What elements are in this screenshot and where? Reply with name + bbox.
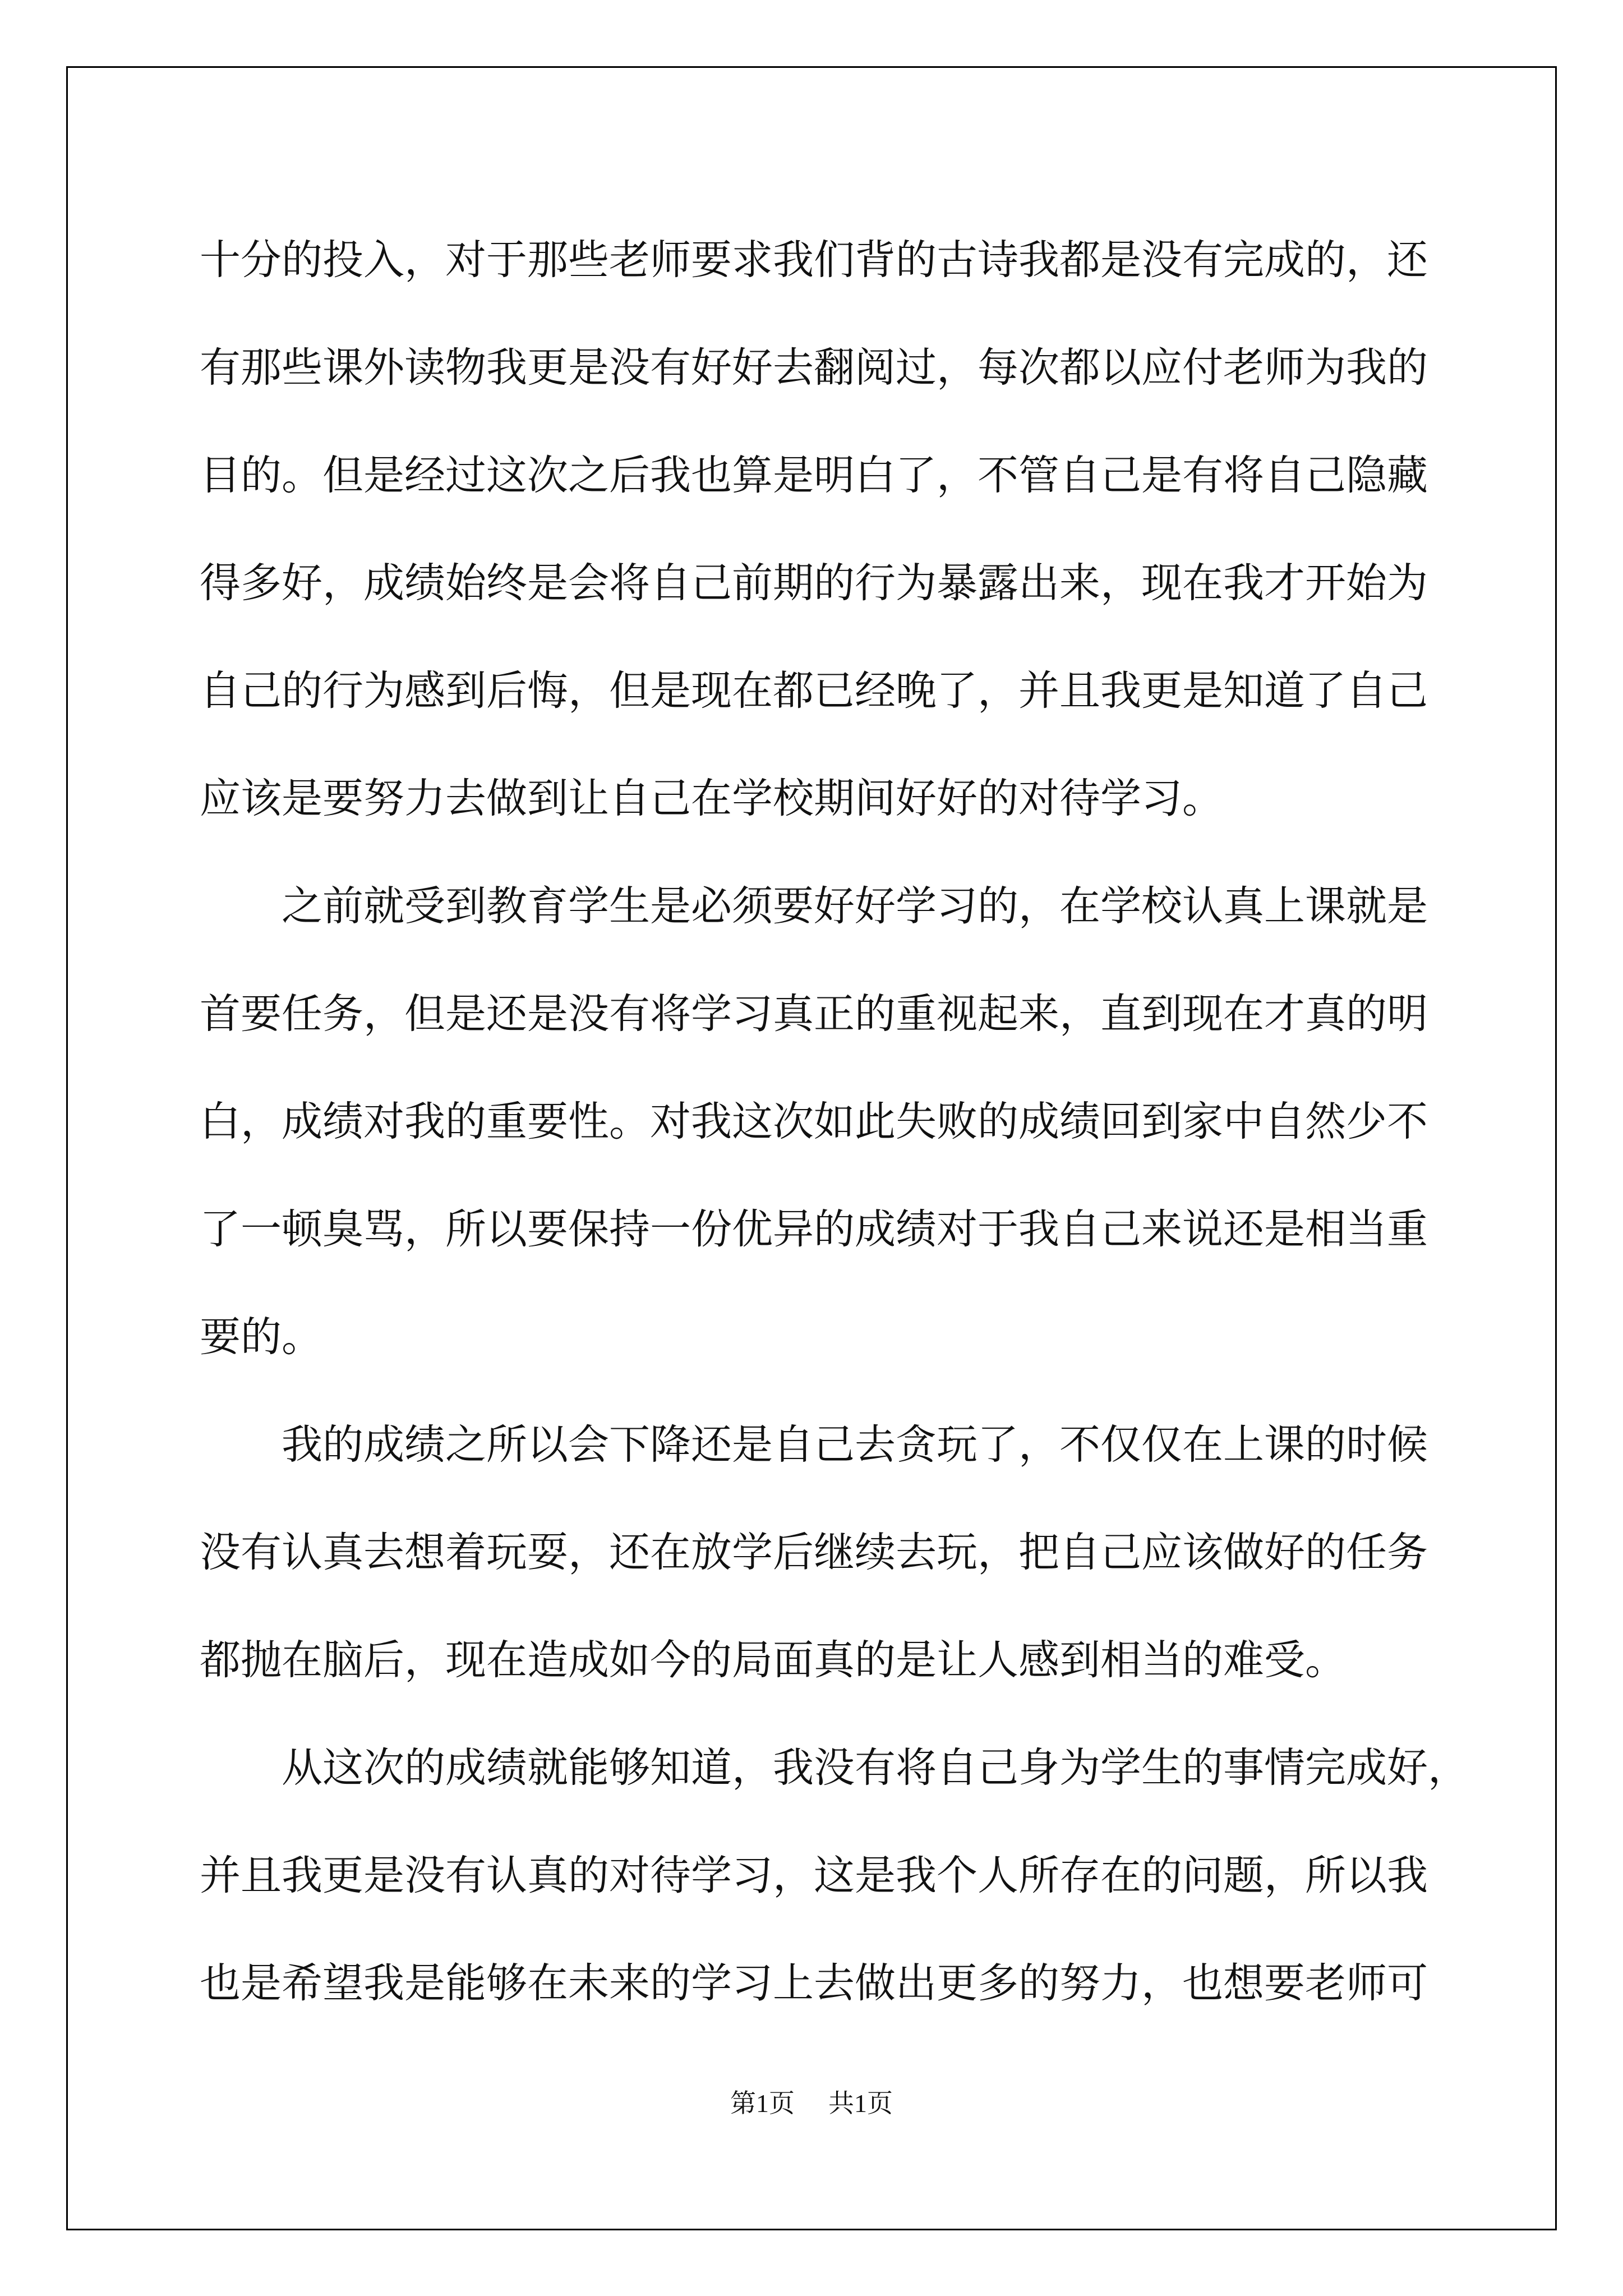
text-line: 从这次的成绩就能够知道，我没有将自己身为学生的事情完成好，	[200, 1744, 1469, 1792]
text-line: 得多好，成绩始终是会将自己前期的行为暴露出来，现在我才开始为	[200, 559, 1428, 607]
paragraph	[200, 206, 1428, 853]
page-footer	[0, 2087, 1623, 2120]
text-line: 之前就受到教育学生是必须要好好学习的，在学校认真上课就是	[200, 882, 1428, 930]
document-body	[200, 206, 1469, 2037]
page-total: 共1页	[828, 2089, 893, 2118]
text-line: 白，成绩对我的重要性。对我这次如此失败的成绩回到家中自然少不	[200, 1098, 1428, 1145]
paragraph	[200, 1391, 1428, 1714]
text-line: 有那些课外读物我更是没有好好去翻阅过，每次都以应付老师为我的	[200, 344, 1428, 392]
text-line: 自己的行为感到后悔，但是现在都已经晚了，并且我更是知道了自己	[200, 667, 1428, 715]
text-line: 也是希望我是能够在未来的学习上去做出更多的努力，也想要老师可	[200, 1959, 1428, 2007]
text-line: 目的。但是经过这次之后我也算是明白了，不管自己是有将自己隐藏	[200, 452, 1428, 499]
text-line: 没有认真去想着玩耍，还在放学后继续去玩，把自己应该做好的任务	[200, 1529, 1428, 1576]
page-number: 第1页	[730, 2089, 795, 2118]
text-line: 并且我更是没有认真的对待学习，这是我个人所存在的问题，所以我	[200, 1852, 1428, 1899]
text-line: 要的。	[200, 1313, 322, 1361]
paragraph	[200, 1714, 1469, 2037]
paragraph	[200, 853, 1428, 1391]
text-line: 应该是要努力去做到让自己在学校期间好好的对待学习。	[200, 775, 1223, 822]
text-line: 首要任务，但是还是没有将学习真正的重视起来，直到现在才真的明	[200, 990, 1428, 1038]
text-line: 了一顿臭骂，所以要保持一份优异的成绩对于我自己来说还是相当重	[200, 1205, 1428, 1253]
text-line: 十分的投入，对于那些老师要求我们背的古诗我都是没有完成的，还	[200, 236, 1428, 284]
text-line: 我的成绩之所以会下降还是自己去贪玩了，不仅仅在上课的时候	[200, 1421, 1428, 1469]
text-line: 都抛在脑后，现在造成如今的局面真的是让人感到相当的难受。	[200, 1636, 1346, 1684]
